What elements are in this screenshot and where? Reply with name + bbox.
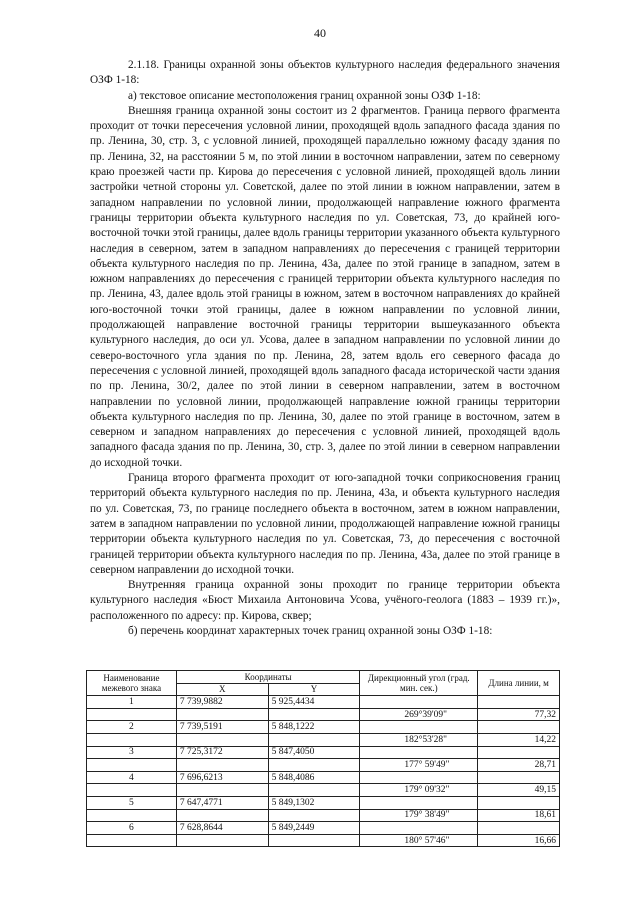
angle-cell-empty <box>360 822 478 835</box>
point-name-cell: 1 <box>87 696 177 709</box>
subsection-b-heading: б) перечень координат характерных точек границ охранной зоны ОЗФ 1-18: <box>128 624 493 637</box>
y-coordinate-cell: 5 848,1222 <box>268 721 360 734</box>
direction-angle-cell: 177° 59'49" <box>360 759 478 772</box>
second-fragment-paragraph: Граница второго фрагмента проходит от юго-западной точки соприкосновения границ территорий объекта культурного наследия по пр. Ленина, 43а, и объекта культурного наследия по ул. Советская, 73, по границе последнего объекта в восточном, затем в южном направлении, затем в западном направлении по условной линии, продолжающей направление южной границы территории объекта культурного наследия по ул. Советская, 73, до пересечения с восточной границей территории объекта культурного наследия по пр. Ленина, 43а, далее по этой границе в северном направлении до исходной точки. <box>90 472 560 576</box>
header-direction-angle: Дирекционный угол (град. мин. сек.) <box>360 671 478 696</box>
direction-angle-cell: 180° 57'46" <box>360 834 478 847</box>
header-line-length: Длина линии, м <box>478 671 560 696</box>
line-length-cell: 18,61 <box>478 809 560 822</box>
direction-angle-cell: 182°53'28" <box>360 733 478 746</box>
x-coordinate-cell: 7 647,4771 <box>176 796 268 809</box>
length-cell-empty <box>478 746 560 759</box>
table-row-point <box>87 721 560 734</box>
angle-cell-empty <box>360 721 478 734</box>
y-coordinate-cell: 5 849,2449 <box>268 822 360 835</box>
point-name-cell-empty <box>87 784 177 797</box>
x-cell-empty <box>176 834 268 847</box>
x-coordinate-cell: 7 696,6213 <box>176 771 268 784</box>
header-y: Y <box>268 683 360 696</box>
document-body <box>90 58 560 639</box>
x-cell-empty <box>176 784 268 797</box>
line-length-cell: 49,15 <box>478 784 560 797</box>
table-row-point <box>87 746 560 759</box>
y-cell-empty <box>268 809 360 822</box>
x-cell-empty <box>176 708 268 721</box>
y-coordinate-cell: 5 849,1302 <box>268 796 360 809</box>
table-row-segment <box>87 708 560 721</box>
x-coordinate-cell: 7 628,8644 <box>176 822 268 835</box>
line-length-cell: 77,32 <box>478 708 560 721</box>
line-length-cell: 28,71 <box>478 759 560 772</box>
x-cell-empty <box>176 759 268 772</box>
point-name-cell: 5 <box>87 796 177 809</box>
table-row-segment <box>87 809 560 822</box>
table-row-point <box>87 771 560 784</box>
direction-angle-cell: 179° 09'32" <box>360 784 478 797</box>
table-row-segment <box>87 733 560 746</box>
header-coordinates: Координаты <box>176 671 360 684</box>
direction-angle-cell: 179° 38'49" <box>360 809 478 822</box>
y-cell-empty <box>268 733 360 746</box>
table-row-point <box>87 696 560 709</box>
point-name-cell: 2 <box>87 721 177 734</box>
point-name-cell-empty <box>87 733 177 746</box>
inner-boundary-paragraph: Внутренняя граница охранной зоны проходит по границе территории объекта культурного наследия «Бюст Михаила Антоновича Усова, учёного-геолога (1883 – 1939 гг.)», расположенного по адресу: пр. Кирова, сквер; <box>90 579 560 622</box>
point-name-cell: 6 <box>87 822 177 835</box>
coordinates-table-wrapper <box>86 670 560 847</box>
line-length-cell: 16,66 <box>478 834 560 847</box>
table-row-segment <box>87 759 560 772</box>
point-name-cell-empty <box>87 834 177 847</box>
y-cell-empty <box>268 708 360 721</box>
y-cell-empty <box>268 759 360 772</box>
point-name-cell-empty <box>87 809 177 822</box>
y-cell-empty <box>268 784 360 797</box>
outer-boundary-paragraph: Внешняя граница охранной зоны состоит из 2 фрагментов. Граница первого фрагмента проходит от точки пересечения условной линии, проходящей вдоль западного фасада здания по пр. Ленина, 30, стр. 3, с условной линией, проходящей параллельно южному фасаду здания по пр. Ленина, 32, на расстоянии 5 м, по этой линии в восточном направлении, затем по северному краю проезжей части пр. Кирова до пересечения с условной линией, проходящей вдоль линии застройки четной стороны ул. Советской, далее по этой линии в южном направлении, затем в западном направлении по условной линии, продолжающей направление южного фрагмента границы территории объекта культурного наследия по ул. Советская, 73, до крайней юго-восточной точки этой границы, далее вдоль границы территории указанного объекта культурного наследия в северном, затем в западном направлениях до пересечения с границей территории объекта культурного наследия по пр. Ленина, 43а, далее по этой границе в западном, затем в южном направлениях до пересечения с границей территории объекта культурного наследия по пр. Ленина, 43, далее вдоль этой границы в южном, затем в восточном направлениях до крайней юго-восточной точки этой границы, далее в южном направлении по условной линии, продолжающей направление восточной границы территории вышеуказанного объекта культурного наследия, до оси ул. Усова, далее в западном направлении по условной линии до северо-восточного угла здания по пр. Ленина, 28, затем вдоль его северного фасада до пересечения с условной линией, проходящей вдоль западного фасада исторической части здания по пр. Ленина, 30/2, далее по этой линии в северном направлении, затем в восточном направлении по условной линии, продолжающей направление южной границы территории объекта культурного наследия по пр. Ленина, 30, далее по этой границе в восточном, затем в северном и западном направлениях до пересечения с условной линией, проходящей вдоль западного фасада здания по пр. Ленина, 30, стр. 3, далее по этой линии в северном направлении до исходной точки. <box>90 104 560 469</box>
line-length-cell: 14,22 <box>478 733 560 746</box>
x-coordinate-cell: 7 739,5191 <box>176 721 268 734</box>
table-row-point <box>87 822 560 835</box>
length-cell-empty <box>478 822 560 835</box>
point-name-cell-empty <box>87 708 177 721</box>
x-cell-empty <box>176 733 268 746</box>
table-row-segment <box>87 834 560 847</box>
length-cell-empty <box>478 721 560 734</box>
length-cell-empty <box>478 796 560 809</box>
x-cell-empty <box>176 809 268 822</box>
table-row-segment <box>87 784 560 797</box>
x-coordinate-cell: 7 739,9882 <box>176 696 268 709</box>
x-coordinate-cell: 7 725,3172 <box>176 746 268 759</box>
point-name-cell-empty <box>87 759 177 772</box>
point-name-cell: 4 <box>87 771 177 784</box>
angle-cell-empty <box>360 796 478 809</box>
coordinates-table <box>86 670 560 847</box>
header-point-name: Наименование межевого знака <box>87 671 177 696</box>
y-coordinate-cell: 5 847,4050 <box>268 746 360 759</box>
direction-angle-cell: 269°39'09" <box>360 708 478 721</box>
angle-cell-empty <box>360 771 478 784</box>
angle-cell-empty <box>360 696 478 709</box>
y-cell-empty <box>268 834 360 847</box>
length-cell-empty <box>478 771 560 784</box>
page-number: 40 <box>314 26 326 40</box>
table-row-point <box>87 796 560 809</box>
point-name-cell: 3 <box>87 746 177 759</box>
angle-cell-empty <box>360 746 478 759</box>
section-heading: 2.1.18. Границы охранной зоны объектов культурного наследия федерального значения ОЗФ 1-18: <box>90 59 560 87</box>
y-coordinate-cell: 5 848,4086 <box>268 771 360 784</box>
header-x: X <box>176 683 268 696</box>
length-cell-empty <box>478 696 560 709</box>
subsection-a-heading: а) текстовое описание местоположения границ охранной зоны ОЗФ 1-18: <box>128 89 481 102</box>
y-coordinate-cell: 5 925,4434 <box>268 696 360 709</box>
